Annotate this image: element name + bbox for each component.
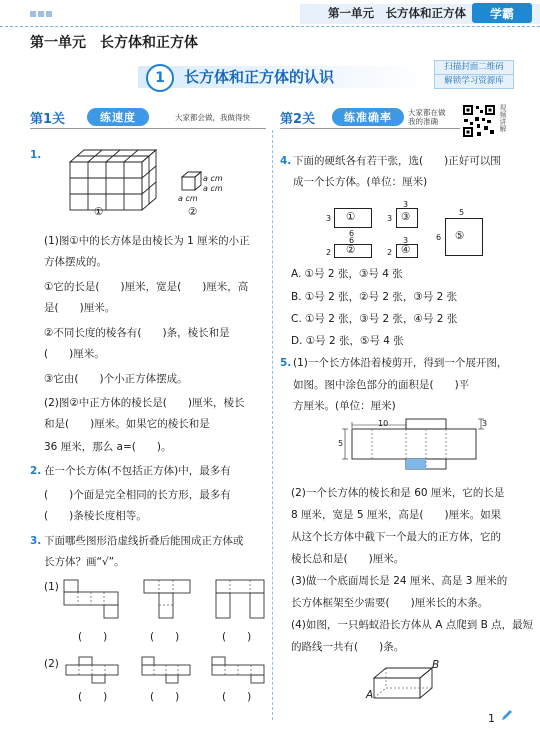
- q3-net-1c[interactable]: [214, 578, 266, 620]
- unit-title: 第一单元 长方体和正方体: [30, 35, 198, 51]
- brand-logo: 学霸: [472, 3, 532, 23]
- q2-number: 2.: [30, 465, 42, 477]
- section2-label: 第2关: [280, 112, 316, 127]
- q1-figure2: [180, 170, 202, 194]
- q4-option[interactable]: A. ①号 2 张，③号 4 张: [291, 268, 403, 280]
- q4-line: 成一个长方体。(单位：厘米): [293, 176, 428, 188]
- q5-line: 长方体框架至少需要( )厘米长的木条。: [291, 597, 489, 609]
- q4-option[interactable]: B. ①号 2 张，②号 2 张，③号 2 张: [291, 291, 458, 303]
- q1-dim-depth: a cm: [203, 184, 223, 193]
- q1-dim-right: a cm: [203, 174, 223, 183]
- q3-answer-blank[interactable]: ( ): [222, 631, 252, 643]
- lesson-number: 1: [146, 64, 174, 92]
- q5-line: (3)做一个底面周长是 24 厘米、高是 3 厘米的: [291, 575, 508, 587]
- scan-badge-line1: 扫描封面二维码: [444, 62, 504, 72]
- q1-line: ③它由( )个小正方体摆成。: [44, 373, 188, 385]
- q4-dim: 6: [349, 236, 355, 245]
- q3-answer-blank[interactable]: ( ): [150, 631, 180, 643]
- q3-net-2c[interactable]: [210, 656, 266, 684]
- header-square: [30, 11, 36, 17]
- q5-line: 棱长总和是( )厘米。: [291, 553, 405, 565]
- q3-net-1a[interactable]: [62, 578, 120, 620]
- q4-line: 下面的硬纸各有若干张，选( )正好可以围: [293, 155, 501, 167]
- q4-card-label: ①: [346, 211, 356, 223]
- section1-note: 大家都会做，我做得快: [175, 113, 250, 122]
- q1-line: ②不同长度的棱各有( )条，棱长和是: [44, 327, 230, 339]
- header-chapter: 第一单元 长方体和正方体: [328, 6, 466, 20]
- header-divider: [0, 26, 540, 27]
- q4-dim: 3: [387, 214, 393, 223]
- q3-line: 下面哪些图形沿虚线折叠后能围成正方体或: [44, 535, 244, 547]
- q1-line: 36 厘米，那么 a=( )。: [44, 441, 172, 453]
- q5-point-a: A: [366, 689, 374, 701]
- qr-label: 视频讲解: [499, 104, 507, 132]
- q1-line: ①它的长是( )厘米，宽是( )厘米，高: [44, 281, 249, 293]
- q4-dim: 5: [459, 208, 465, 217]
- q5-line: 方厘米。(单位：厘米): [293, 400, 396, 412]
- q5-net-diagram: [342, 415, 490, 477]
- q5-line: 8 厘米，宽是 5 厘米，高是( )厘米。如果: [291, 509, 502, 521]
- q4-option[interactable]: D. ①号 2 张，⑤号 4 张: [291, 335, 404, 347]
- q1-line: 和是( )厘米。如果它的棱长和是: [44, 418, 210, 430]
- q3-net-2b[interactable]: [140, 656, 192, 684]
- q4-dim: 3: [403, 236, 409, 245]
- page-number: 1: [488, 712, 495, 725]
- q3-row1-label: (1): [44, 581, 59, 593]
- header-square: [38, 11, 44, 17]
- q5-net-dim-3: 3: [482, 419, 488, 428]
- section2-pill: 练准确率: [332, 108, 404, 126]
- q5-line: (1)一个长方体沿着棱剪开，得到一个展开图，: [293, 357, 508, 369]
- q5-cuboid: [372, 664, 438, 700]
- scan-badge-line2: 解锁学习资源库: [435, 74, 513, 88]
- section1-pill: 练速度: [87, 108, 149, 126]
- header-square: [46, 11, 52, 17]
- section2-note-line2: 我的准确: [408, 117, 438, 126]
- q3-answer-blank[interactable]: ( ): [78, 631, 108, 643]
- q5-line: 的路线一共有( )条。: [291, 641, 405, 653]
- q1-fig1-label: ①: [94, 206, 104, 218]
- q3-answer-blank[interactable]: ( ): [150, 691, 180, 703]
- q3-net-1b[interactable]: [142, 578, 192, 620]
- lesson-title: 长方体和正方体的认识: [184, 68, 335, 86]
- q4-dim: 6: [349, 229, 355, 238]
- q5-number: 5.: [280, 357, 292, 369]
- q4-dim: 2: [326, 248, 332, 257]
- section2-note-line1: 大家都在做: [408, 108, 446, 117]
- section1-label: 第1关: [30, 112, 66, 127]
- q4-dim: 3: [403, 200, 409, 209]
- q3-answer-blank[interactable]: ( ): [222, 691, 252, 703]
- q3-answer-blank[interactable]: ( ): [78, 691, 108, 703]
- section1-underline: [30, 128, 266, 129]
- q4-card-label: ④: [401, 244, 411, 256]
- q5-line: (2)一个长方体的棱长和是 60 厘米，它的长是: [291, 487, 505, 499]
- q4-card-label: ②: [346, 244, 356, 256]
- q5-net-dim-5: 5: [338, 439, 344, 448]
- q4-dim: 6: [436, 233, 442, 242]
- q3-line: 长方体？画“√”。: [44, 556, 125, 568]
- pencil-icon: [500, 708, 514, 722]
- q5-point-b: B: [432, 659, 440, 671]
- q1-line: 是( )厘米。: [44, 302, 116, 314]
- q4-dim: 3: [326, 214, 332, 223]
- q4-card-label: ③: [401, 211, 411, 223]
- q4-dim: 2: [387, 248, 393, 257]
- q4-number: 4.: [280, 155, 292, 167]
- section2-note: [408, 108, 446, 126]
- q4-card-label: ⑤: [455, 230, 465, 242]
- q1-line: (1)图①中的长方体是由棱长为 1 厘米的小正: [44, 235, 250, 247]
- q1-line: (2)图②中正方体的棱长是( )厘米，棱长: [44, 397, 245, 409]
- q1-number: 1.: [30, 149, 42, 161]
- q1-fig2-label: ②: [188, 206, 198, 218]
- q5-line: 从这个长方体中截下一个最大的正方体，它的: [291, 531, 501, 543]
- column-divider: [272, 130, 273, 720]
- q1-figure1: [68, 148, 172, 214]
- q5-net-dim-10: 10: [378, 419, 389, 428]
- q1-line: 方体摆成的。: [44, 256, 107, 268]
- q4-option[interactable]: C. ①号 2 张，③号 2 张，④号 2 张: [291, 313, 458, 325]
- q3-number: 3.: [30, 535, 42, 547]
- scan-badge[interactable]: [434, 60, 514, 89]
- q2-line: ( )条棱长度相等。: [44, 510, 147, 522]
- q3-net-2a[interactable]: [64, 656, 120, 684]
- q5-line: (4)如图，一只蚂蚁沿长方体从 A 点爬到 B 点，最短: [291, 619, 534, 631]
- section2-underline: [280, 128, 460, 129]
- q1-line: ( )厘米。: [44, 348, 105, 360]
- q3-row2-label: (2): [44, 658, 59, 670]
- q1-dim-bottom: a cm: [178, 194, 198, 203]
- q5-line: 如图。图中涂色部分的面积是( )平: [293, 379, 470, 391]
- q2-line: 在一个长方体(不包括正方体)中，最多有: [44, 465, 231, 477]
- q2-line: ( )个面是完全相同的长方形，最多有: [44, 489, 231, 501]
- qr-code-icon[interactable]: [462, 104, 496, 138]
